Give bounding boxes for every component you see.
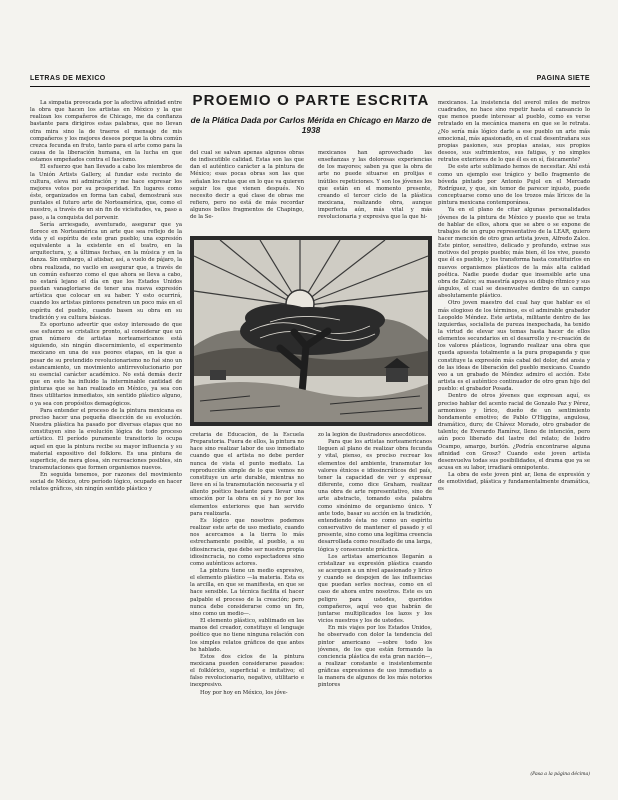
paragraph: Para que los artistas norteamericanos lleguen al plano de realizar obra fecunda y vital, pienso, es preciso recrear los elementos del ambiente, transmutar los valores étnicos e idiosincráticos del país, tener la capacidad de ver y expresar diferente, como dice Graham, realizar una obra de arte representativo, sino de arte abstracto, tomando esta palabra como sinónimo de organismo único. Y ante todo, basar su acción en la tradición, entendiendo ésta no como un espíritu conservativo de mantener el pasado y el presente, sino como una legítima creencia desarrollada como resultado de una larga, lógica y consecuente práctica. (318, 439, 432, 553)
paragraph: Ya en el plano de citar algunas personalidades jóvenes de la pintura de México y puesto que se trata de hablar de ellos, ahora que se abre o se expone de trabajos de un grupo representativo de la LEAR, quiero hacer mención de otro gran artista joven, Alfredo Zalce. Este pintor, sensitivo, delicado y profundo, extrae sus motivos del propio pueblo; más bien, él los vive, puesto que él es pueblo, y los transforma hasta constituirlos en nuevos organismos plásticos de la más alta calidad poética. Nadie puede dudar que insensible arte una obra de Zalce; su maestría apoya su dibujo rítmico y sus ángulos, el cual se desenvuelve dentro de un campo absolutamente plástico. (438, 207, 590, 300)
paragraph: El elemento plástico, sublimado en las manos del creador, constituye el lenguaje poético que no tiene ninguna relación con los simples relatos gráficos de que antes he hablado. (190, 618, 304, 653)
paragraph: El esfuerzo que han llevado a cabo los miembros de la Unión Artists Gallery, al fundar este recinto de cultura, eleva mi admiración y me hace expresar los mejores votos por su prosperidad. En lugares como éste, organizados en forma tan cabal, demostrará sus puntales el futuro arte de Norteamérica, que, como el nuestro, a través de un sin fin de vicisitudes, va, paso a paso, a la conquista del porvenir. (30, 164, 182, 221)
paragraph: Otro joven maestro del cual hay que hablar es el más elogioso de los términos, es el admirable grabador Leopoldo Méndez. Este artista, militante dentro de las izquierdas, socialista de pureza inexpechada, ha tenido la virtud de elevar sus temas hasta hacer de ellos elementos secundarios en el desarrollo y re-creación de los valores plásticos, logrando realizar una obra que queda apuesta totalmente a la pura propaganda y que constituye la expresión más cabal del dolor, del ansia y de las ideas de liberación del pueblo mexicano. Cuando veo a un grabado de Méndez admiro el acción. Este artista es el auténtico continuador de otro gran hijo del pueblo: el grabador Posada. (438, 300, 590, 393)
paragraph: del cual se salvan apenas algunos obras de indiscutible calidad. Estas son las que dan el auténtico carácter a la pintura de México; esas pocas obras son las que señalan los rutas que en lo que va quieren seguir los que vienen después. No necesito decir a qué clase de obras me refiero, pero no está de más recordar algunos bellos fragmentos de Chapingo, de la Se- (190, 150, 304, 221)
column-1 (30, 100, 182, 768)
continuation-note: (Pasa a la página décima) (530, 772, 590, 777)
running-head (30, 73, 590, 87)
paragraph: La pintura tiene un medio expresivo, el elemento plástico —la materia. Esta es la arcilla, en que se manifiesta, en que se hace sensible. La técnica facilita el hacer palpable el proceso de la creación; pero nunca debe considerarse como un fin, sino como un medio—. (190, 567, 304, 617)
article-subtitle: de la Plática Dada por Carlos Mérida en Chicago en Marzo de 1938 (190, 115, 432, 135)
paragraph: En mis viajes por los Estados Unidos, he observado con dolor la tendencia del pintor americano —sobre todo los jóvenes, de los que están formando la conciencia plástica de esta gran nación—, a realizar constante e insistentemente gráficas expresiones de uso inmediato a la manera de algunos de los más notorios pintores (318, 625, 432, 689)
article-title: PROEMIO O PARTE ESCRITA (192, 92, 430, 109)
column-2-top (190, 150, 304, 228)
woodcut-illustration (190, 236, 432, 426)
page-label: PAGINA SIETE (536, 75, 590, 82)
paragraph: Es lógico que nosotros podemos realizar este arte de uso mediato, cuando nos acercamos a la tierra lo más estrechamente posible, al pueblo, a su idiosincracia, que debe ser nuestra propia idiosincracia, no como espectadores sino como auténticos actores. (190, 517, 304, 567)
paragraph: Hoy por hoy en México, los jóve- (200, 689, 288, 696)
paragraph: Sería arriesgado, aventurado, asegurar que ya florece en Norteamérica un arte que sea reflejo de la vida y el espíritu de este gran pueblo; una expresión equivalente a la existente en el teatro, en la arquitectura, y, a últimas fechas, en la música y en la danza. Sin embargo, al atisbar, así, a vuelo de pájaro, la obra realizada, no vacilo en asegurar que, a través de un común esfuerzo como el que ahora se lleva a cabo, no estará lejano el día en que los Estados Unidos puedan vanagloriarse de tener una nueva expresión artística que colocar en su haber. Y esto ocurrirá, cuando los artistas pintores penetren un poco más en el espíritu del pueblo, cuando basen su obra en su tradición y su cultura básicas. (30, 221, 182, 321)
paragraph: zo la legión de ilustradores anecdóticos. (318, 432, 427, 438)
header-rule (30, 86, 590, 87)
column-2-bottom (190, 432, 304, 768)
column-3-top (318, 150, 432, 228)
column-4 (438, 100, 590, 768)
paragraph: En seguida tenemos, por razones del movimiento social de México, otro período lógico, ocupado en hacer relatos gráficos, sin ningún sentido plástico y (30, 472, 182, 493)
paragraph: De este arte sublimado hemos de necesitar. Ahí está como un ejemplo ese trágico y bello fragmento de bóveda pintado por Antonio Pujol en el Mercado Rodríguez, y que, sin temor de parecer injusto, puede conceptuarse como uno de los trozos más líricos de la pintura mexicana contemporánea. (438, 164, 590, 207)
paragraph: Dentro de otros jóvenes que expresan aquí, es preciso hablar del acento racial de Gonzalo Paz y Pérez, armonioso y lírico, dueño de un sentimiento hondamente emotivo; de Pablo O'Higgins, angulosa, dramático, duro; de Chávez Morado, otro grabador de talento; de Everardo Ramírez, lleno de intención, pero aún poco liberado del lastre del relato; de Isidro Ocampo, amargo, burlón. ¿Podría encontrarse alguna afinidad con Grosz? Cuando este joven artista desenvuelva todas sus posibilidades, el drama que ya se acusa en su labor, irradiará omnipotente. (438, 393, 590, 471)
publication-name: LETRAS DE MEXICO (30, 75, 106, 82)
paragraph: mexicanos. La insistencia del averol miles de metros cuadrados, no hace sino repetir hasta el cansancio lo que menos puede interesar al pueblo, como es verse retratado en la mecánica manera en que se le retrata. ¿No sería más lógico darle a ese pueblo un arte más emocional, más apasionado, en el cual desentrañara sus propias pasiones, sus propias ansias, sus propios deseos, sus sufrimientos, sus fatigas, y no simples retratos exteriores de lo que él es en sí, físicamente? (438, 100, 590, 164)
paragraph: mexicanos han aprovechado las enseñanzas y las dolorosas experiencias de los mayores; saben ya que la obra de arte no puede situarse en prolijas e inútiles repeticiones. Y son los jóvenes los que están en el momento presente, creando el tercer ciclo de la plástica mexicana, realizando obra, aunque imperfecta aún, más vital y más revolucionaria y expresiva que la que hi- (318, 150, 432, 221)
paragraph: Los artistas americanos llegarán a cristalizar su expresión plástica cuando se acerquen a un nivel apasionado y lírico y cuando se despojen de las influencias que puedan serles nocivas, como en el caso de ahora entre nosotros. Este es un peligro para ustedes, queridos compañeros, aquí veo que habrán de juntarse multiplicados los lazos y los vicios nuestros y los de ustedes. (318, 553, 432, 625)
paragraph: Es oportuno advertir que estoy interesado de que ese esfuerzo se cristalice pronto, al considerar que un gran número de artistas norteamericanos está siguiendo, sin ningún discernimiento, el experimento mexicano en una de sus peores etapas, en la que a pesar de su pretendido revolucionarismo no fué sino un estancamiento, un movimiento antirrevolucionario por su esencial carácter académico. No está demás decir que en esto ha influido la interminable cantidad de pinturas que se han realizado en México, ya sea con fines utilitarios inmediatos, sin sentido plástico alguno, o ya sea con propósitos demagógicos. (30, 321, 182, 407)
paragraph: Para entender el proceso de la pintura mexicana es preciso hacer una pequeña disección de su evolución. Nuestra plástica ha pasado por diversas etapas que no constituyen sino la evolución lógica de todo proceso artístico. El período puramente transitorio lo ocupa aquel en que la pintura recibe su mayor influencia y su material expositivo del folklore. Es una pintura de superficie, de mera glosa, sin recreaciones posibles, sin transmutaciones que formen organismos nuevos. (30, 407, 182, 471)
paragraph: Estos dos ciclos de la pintura mexicana pueden considerarse pasados: el folklórico, superficial e imitativo; el falso revolucionario, negativo, utilitario e inexpresivo. (190, 653, 304, 689)
paragraph: La simpatía provocada por la afectiva afinidad entre la obra que hacen los artistas en México y la que realizan los compañeros de Chicago, me da confianza bastante para dirigiros estas palabras, que no llevan otra mira sino la de traeros el mensaje de mis compañeros y los mejores deseos porque la obra común crezca fecunda en fruto, tanto para el arte como para la causa de la liberación humana, en la lucha en que estamos empeñados contra el fascismo. (30, 100, 182, 164)
column-3-bottom (318, 432, 432, 768)
paragraph: La obra de este joven pint ar, llena de expresión y de emotividad, plástica y fundamentalmente dramática, es (438, 472, 590, 493)
paragraph: cretaría de Educación, de la Escuela Preparatoria. Fuera de ellos, la pintura no hace sino realizar labor de uso inmediato cuando que el artista no debe perder nunca de vista el punto mediato. La reproducción simple de lo que vemos no constituye un arte durable, mientras no lleve en sí la transmutación necesaria y el aliento poético bastante para llevar una emoción por la obra en sí y no por los elementos exteriores que han servido para realizarla. (190, 432, 304, 517)
